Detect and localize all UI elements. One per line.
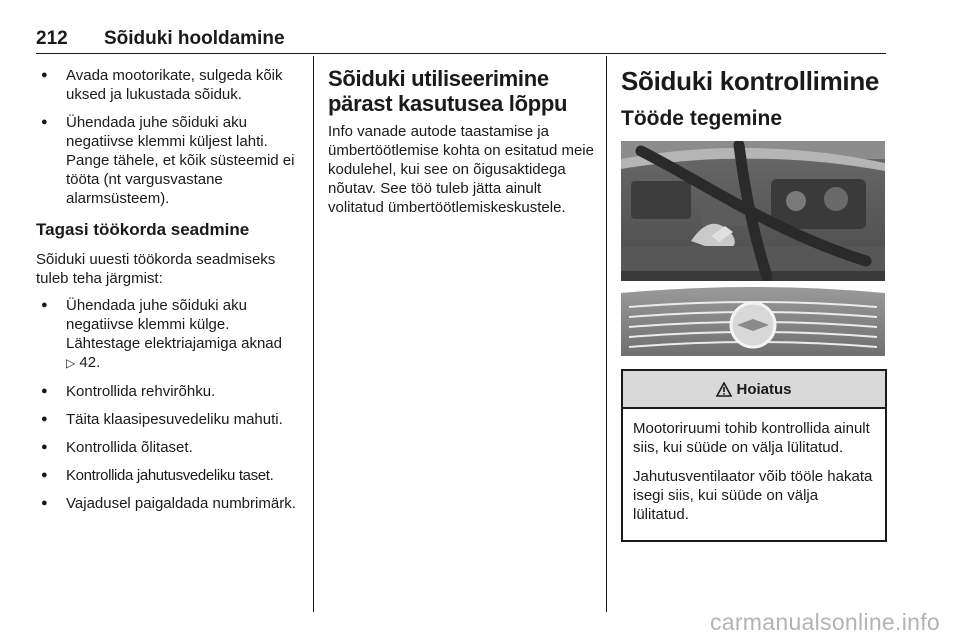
intro-text: Sõiduki uuesti töökorda seadmiseks tuleb teha järgmist: bbox=[36, 251, 276, 287]
warning-title: Hoiatus bbox=[736, 380, 792, 398]
watermark: carmanualsonline.info bbox=[709, 609, 940, 635]
list-item: ● Täita klaasipesuvedeliku mahuti. bbox=[36, 410, 302, 429]
list-item: ● Kontrollida õlitaset. bbox=[36, 438, 302, 457]
bullet-list-top bbox=[36, 66, 302, 208]
subsection-heading: Tööde tegemine bbox=[621, 107, 783, 130]
column-divider-2 bbox=[606, 56, 607, 612]
warning-box bbox=[621, 369, 887, 542]
column-3 bbox=[621, 66, 887, 542]
column-2 bbox=[328, 66, 600, 225]
list-item-text: Ühendada juhe sõiduki aku negatiivse klemmi külge. Lähtestage elektriajamiga aknad bbox=[66, 297, 282, 352]
page-number: 212 bbox=[36, 28, 68, 49]
section-heading: Sõiduki utiliseerimine pärast kasutusea lõppu bbox=[328, 66, 568, 116]
xref-link[interactable] bbox=[66, 354, 100, 371]
list-item: ● Ühendada juhe sõiduki aku negatiivse klemmi küljest lahti. Pange tähele, et kõik süsteemid ei tööta (nt vargusvastane alarmsüsteem). bbox=[36, 113, 302, 208]
list-item: ● Kontrollida jahutusvedeliku taset. bbox=[36, 466, 302, 485]
warning-icon bbox=[716, 382, 732, 397]
list-item: ● Avada mootorikate, sulgeda kõik uksed ja lukustada sõiduk. bbox=[36, 66, 302, 104]
list-item bbox=[36, 296, 302, 373]
list-item: ● Kontrollida rehvirõhku. bbox=[36, 382, 302, 401]
page-header bbox=[36, 28, 285, 50]
warning-header bbox=[623, 371, 885, 409]
warning-text: Mootoriruumi tohib kontrollida ainult siis, kui süüde on välja lülitatud. bbox=[633, 420, 870, 456]
warning-text: Jahutusventilaator võib tööle hakata isegi siis, kui süüde on välja lülitatud. bbox=[633, 468, 873, 523]
engine-bay-illustration bbox=[621, 141, 885, 356]
body-text: Info vanade autode taastamise ja ümbertöötlemise kohta on esitatud meie kodulehel, kui see on õigusaktidega nõutav. See töö tuleb jätta ainult volitatud ümbertöötlemiskeskustele. bbox=[328, 123, 594, 216]
column-divider-1 bbox=[313, 56, 314, 612]
subsection-heading: Tagasi töökorda seadmine bbox=[36, 220, 250, 239]
bullet-list-steps bbox=[36, 296, 302, 513]
column-1 bbox=[36, 66, 302, 522]
list-item: ● Vajadusel paigaldada numbrimärk. bbox=[36, 494, 302, 513]
page-ref-icon: ▷ bbox=[66, 356, 76, 370]
xref-page: 42. bbox=[79, 354, 101, 371]
warning-body bbox=[623, 409, 885, 540]
section-heading: Sõiduki kontrollimine bbox=[621, 66, 880, 96]
header-rule bbox=[36, 53, 886, 54]
section-title: Sõiduki hooldamine bbox=[104, 28, 285, 49]
